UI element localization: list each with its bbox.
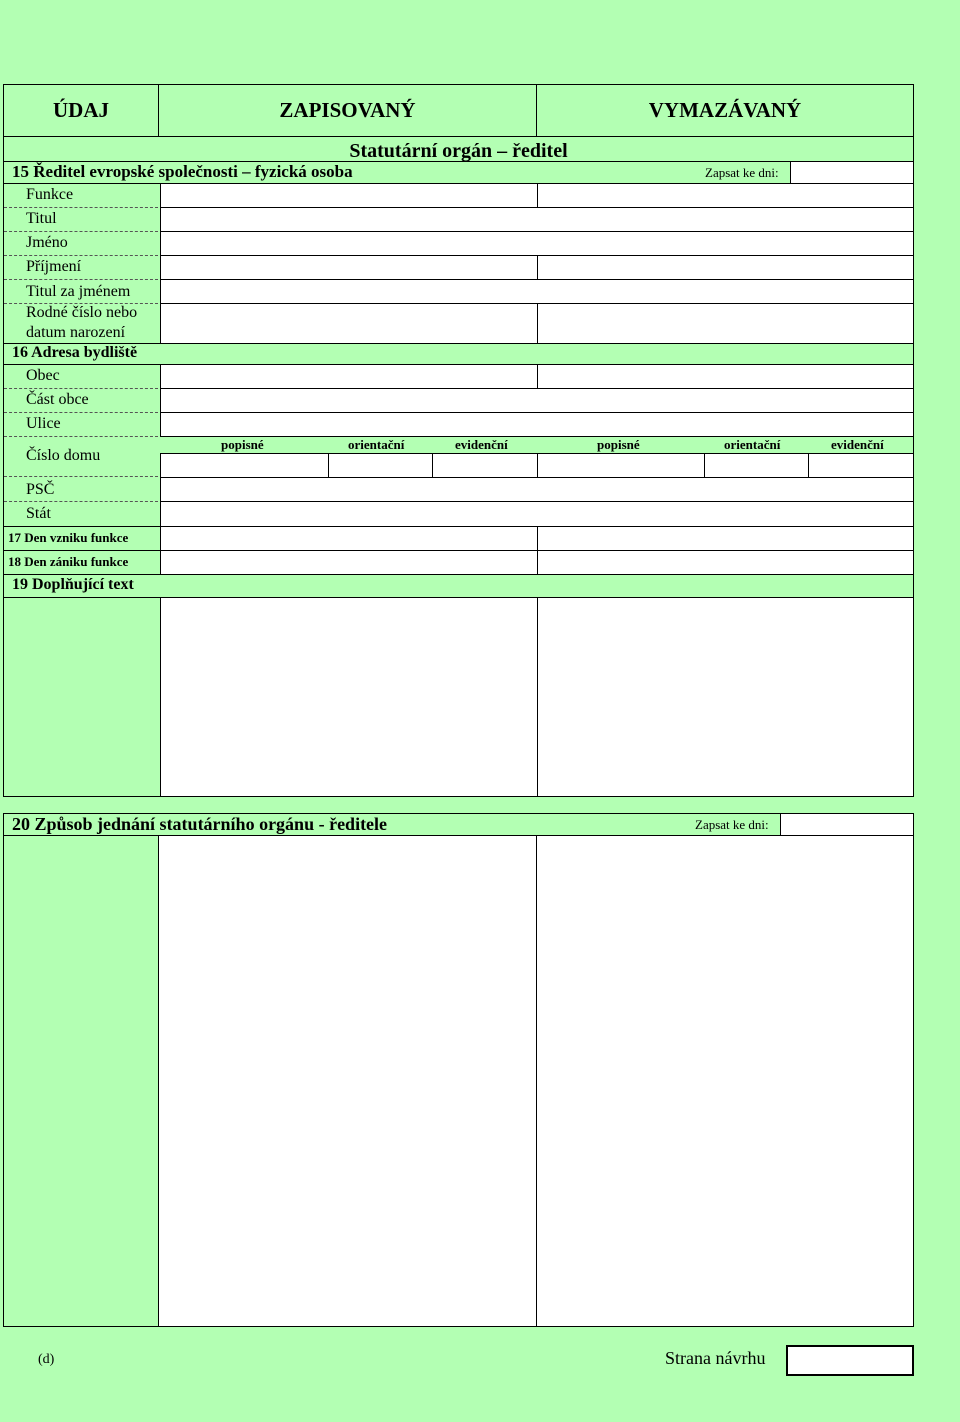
zapisovany-den-zaniku-input[interactable] [160, 550, 538, 575]
col-popisne-2: popisné [597, 437, 640, 452]
titul-za-jmenem-input[interactable] [160, 279, 914, 304]
vymazavany-funkce-input[interactable] [537, 183, 914, 208]
col-evidencni: evidenční [455, 437, 508, 452]
row-16 [3, 343, 914, 365]
label-prijmeni: Příjmení [26, 258, 82, 275]
label-obec: Obec [26, 367, 60, 384]
header-vymazavany: VYMAZÁVANÝ [536, 84, 914, 137]
psc-input[interactable] [160, 477, 914, 502]
titul-input[interactable] [160, 207, 914, 232]
vymazavany-popisne-input[interactable] [537, 453, 705, 478]
zapisovany-rodne-cislo-input[interactable] [160, 303, 538, 344]
zapisovany-orientacni-input[interactable] [328, 453, 433, 478]
footer-code: (d) [38, 1352, 55, 1367]
label-titul-za-jmenem: Titul za jménem [26, 283, 131, 300]
label-jmeno: Jméno [26, 234, 68, 251]
s17-title: 17 Den vzniku funkce [8, 530, 129, 545]
divider [4, 279, 158, 280]
ulice-input[interactable] [160, 412, 914, 437]
stat-input[interactable] [160, 501, 914, 527]
col-orientacni-2: orientační [724, 437, 781, 452]
s20-zapsat-date-field[interactable] [780, 813, 914, 836]
row-19 [3, 574, 914, 598]
section-title: Statutární orgán – ředitel [3, 136, 914, 162]
label-ulice: Ulice [26, 415, 61, 432]
label-stat: Stát [26, 505, 51, 522]
col-orientacni: orientační [348, 437, 405, 452]
divider [4, 255, 158, 256]
label-titul: Titul [26, 210, 57, 227]
col-evidencni-2: evidenční [831, 437, 884, 452]
vymazavany-zpusob-jednani[interactable] [536, 835, 914, 1327]
header-zapisovany: ZAPISOVANÝ [158, 84, 537, 137]
divider [4, 476, 158, 477]
zapisovany-funkce-input[interactable] [160, 183, 538, 208]
strana-navrhu-label: Strana návrhu [665, 1348, 766, 1368]
jmeno-input[interactable] [160, 231, 914, 256]
zapisovany-prijmeni-input[interactable] [160, 255, 538, 280]
divider [4, 231, 158, 232]
header-udaj: ÚDAJ [3, 84, 159, 137]
s20-zapsat-label: Zapsat ke dni: [695, 817, 769, 832]
s15-title: 15 Ředitel evropské společnosti – fyzická osoba [12, 162, 353, 181]
zapisovany-evidencni-input[interactable] [432, 453, 538, 478]
divider [4, 436, 158, 437]
vymazavany-evidencni-input[interactable] [808, 453, 914, 478]
col-popisne: popisné [221, 437, 264, 452]
s16-title: 16 Adresa bydliště [12, 344, 138, 361]
vymazavany-orientacni-input[interactable] [704, 453, 809, 478]
label-cast-obce: Část obce [26, 391, 89, 408]
vymazavany-obec-input[interactable] [537, 364, 914, 389]
s20-title: 20 Způsob jednání statutárního orgánu - ředitele [12, 814, 388, 834]
zapisovany-doplnujici-text[interactable] [160, 597, 538, 797]
s18-title: 18 Den zániku funkce [8, 554, 129, 569]
zapisovany-zpusob-jednani[interactable] [158, 835, 537, 1327]
label-funkce: Funkce [26, 186, 74, 203]
vymazavany-rodne-cislo-input[interactable] [537, 303, 914, 344]
s15-zapsat-date-field[interactable] [790, 161, 914, 184]
divider [4, 412, 158, 413]
vymazavany-den-zaniku-input[interactable] [537, 550, 914, 575]
strana-navrhu-input[interactable] [786, 1345, 914, 1376]
vymazavany-prijmeni-input[interactable] [537, 255, 914, 280]
vymazavany-den-vzniku-input[interactable] [537, 526, 914, 551]
vymazavany-doplnujici-text[interactable] [537, 597, 914, 797]
label-rodne-cislo: Rodné číslo nebo [26, 304, 138, 321]
zapisovany-popisne-input[interactable] [160, 453, 329, 478]
s15-zapsat-label: Zapsat ke dni: [705, 165, 779, 180]
s19-title: 19 Doplňující text [12, 576, 134, 593]
zapisovany-obec-input[interactable] [160, 364, 538, 389]
divider [4, 501, 158, 502]
divider [4, 207, 158, 208]
label-psc: PSČ [26, 481, 55, 498]
zapisovany-den-vzniku-input[interactable] [160, 526, 538, 551]
label-datum-narozeni: datum narození [26, 324, 126, 341]
divider [4, 388, 158, 389]
label-cislo-domu: Číslo domu [26, 447, 101, 464]
cast-obce-input[interactable] [160, 388, 914, 413]
